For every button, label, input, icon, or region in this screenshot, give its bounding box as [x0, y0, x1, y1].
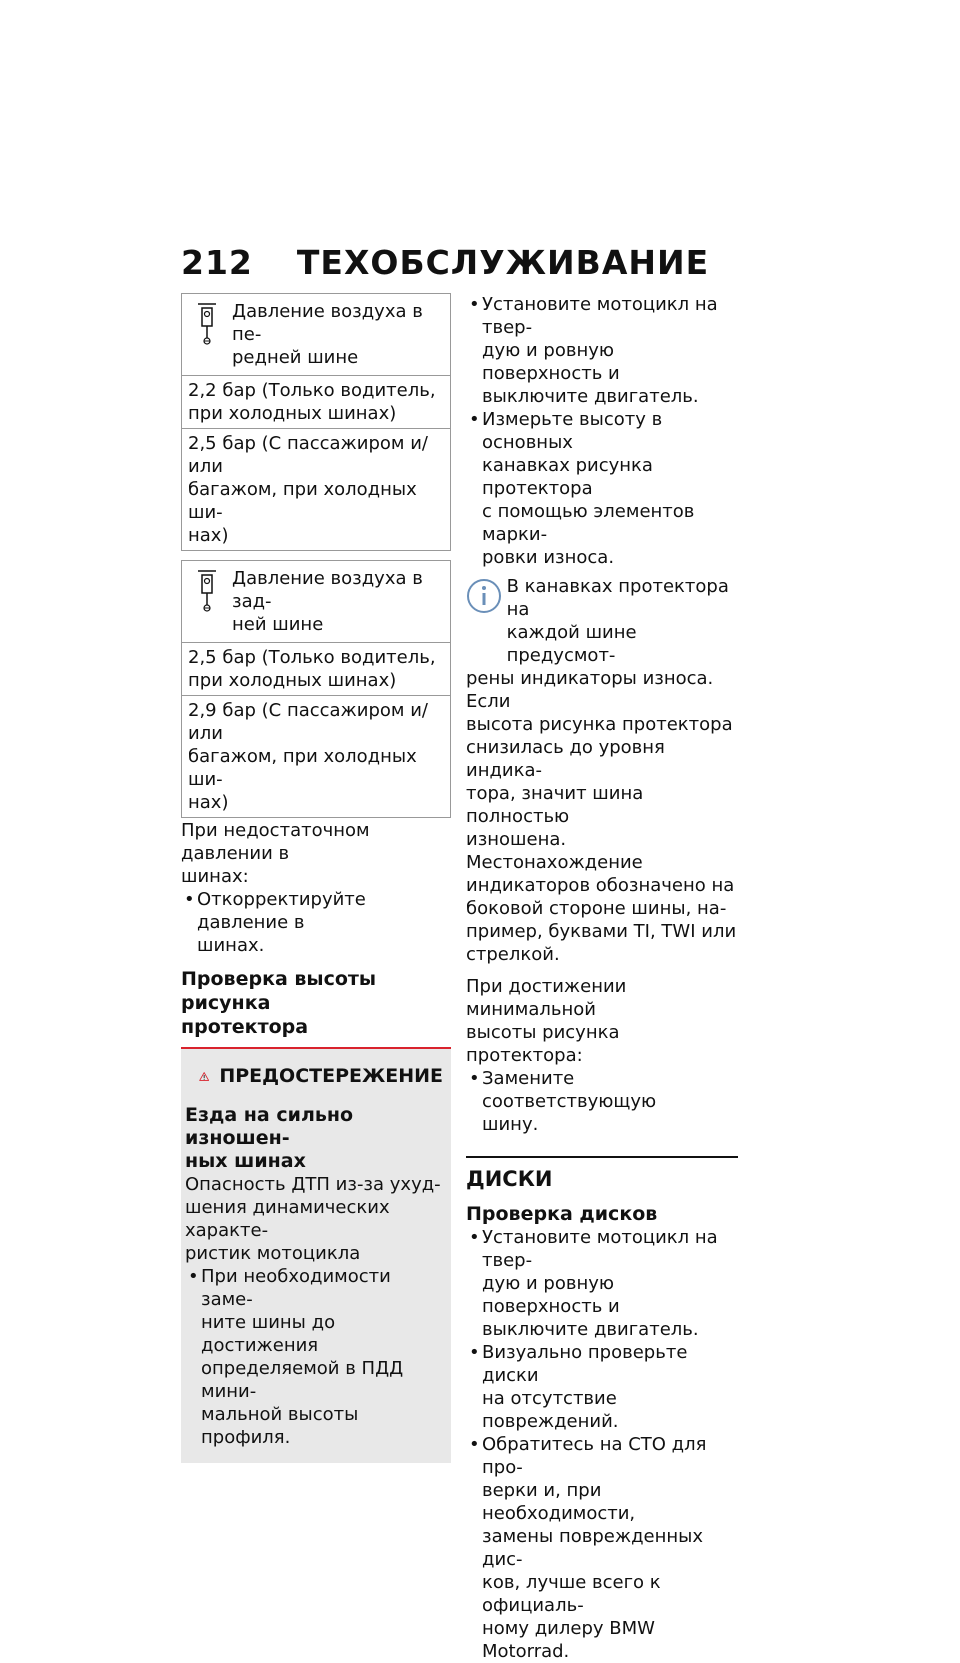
rear-tire-pressure-loaded: 2,9 бар (С пассажиром и/или багажом, при холодных ши- нах): [188, 700, 428, 813]
right-column: [466, 293, 738, 1663]
tire-pressure-icon: [182, 567, 232, 636]
front-tire-pressure-table: [181, 293, 451, 551]
section-divider: [466, 1156, 738, 1158]
low-pressure-bullet: • Откорректируйте давление в шинах.: [181, 888, 451, 957]
front-tire-pressure-loaded: 2,5 бар (С пассажиром и/или багажом, при холодных ши- нах): [188, 433, 428, 546]
page-number: 212: [181, 243, 253, 282]
front-tire-pressure-solo: 2,2 бар (Только водитель, при холодных шинах): [182, 376, 450, 429]
rear-tire-pressure-solo: 2,5 бар (Только водитель, при холодных шинах): [182, 643, 450, 696]
replace-tire-bullet: • Замените соответствующую шину.: [466, 1067, 738, 1136]
front-tire-pressure-heading: Давление воздуха в пе- редней шине: [232, 301, 423, 368]
info-text-top: В канавках протектора на каждой шине предусмот-: [506, 576, 729, 666]
page-title: ТЕХОБСЛУЖИВАНИЕ: [296, 243, 710, 282]
list-item: • Установите мотоцикл на твер- дую и ровную поверхность и выключите двигатель.: [466, 1226, 738, 1341]
rear-tire-pressure-table: [181, 560, 451, 818]
tread-check-heading: Проверка высоты рисунка протектора: [181, 968, 377, 1038]
warning-title: ПРЕДОСТЕРЕЖЕНИЕ: [219, 1065, 443, 1087]
warning-box: [181, 1049, 451, 1463]
tire-pressure-icon: [182, 300, 232, 369]
info-note: [466, 575, 738, 667]
warning-triangle-icon: [199, 1063, 209, 1090]
front-tire-pressure-header: [182, 294, 450, 376]
section-title: ДИСКИ: [466, 1167, 553, 1191]
warning-text: Опасность ДТП из-за ухуд- шения динамических характе- ристик мотоцикла: [185, 1174, 441, 1264]
warning-title-row: [199, 1063, 443, 1090]
left-column: [181, 293, 451, 1463]
rear-tire-pressure-heading: Давление воздуха в зад- ней шине: [232, 568, 423, 635]
list-item: • Визуально проверьте диски на отсутствие повреждений.: [466, 1341, 738, 1433]
disc-check-heading: Проверка дисков: [466, 1203, 658, 1225]
list-item: • Обратитесь на СТО для про- верки и, при необходимости, замены поврежденных дис- ков, лучше всего к официаль- ному дилеру BMW Motorrad.: [466, 1433, 738, 1663]
min-height-intro: При достижении минимальной высоты рисунка протектора:: [466, 976, 627, 1066]
page-header: [181, 243, 709, 282]
list-item: • Измерьте высоту в основных канавках рисунка протектора с помощью элементов марки- ровки износа.: [466, 408, 738, 569]
info-text-body: рены индикаторы износа. Если высота рисунка протектора снизилась до уровня индика- тора, значит шина полностью изношена. Местонахождение индикаторов обозначено на боковой стороне шины, на- пример, буквами TI, TWI или стрелкой.: [466, 668, 737, 965]
rear-tire-pressure-header: [182, 561, 450, 643]
low-pressure-intro: При недостаточном давлении в шинах:: [181, 820, 370, 887]
list-item: • Установите мотоцикл на твер- дую и ровную поверхность и выключите двигатель.: [466, 293, 738, 408]
warning-bullet: • При необходимости заме- ните шины до достижения определяемой в ПДД мини- мальной высоты профиля.: [185, 1265, 443, 1449]
info-icon: [466, 575, 507, 667]
warning-subtitle: Езда на сильно изношен- ных шинах: [185, 1104, 354, 1172]
